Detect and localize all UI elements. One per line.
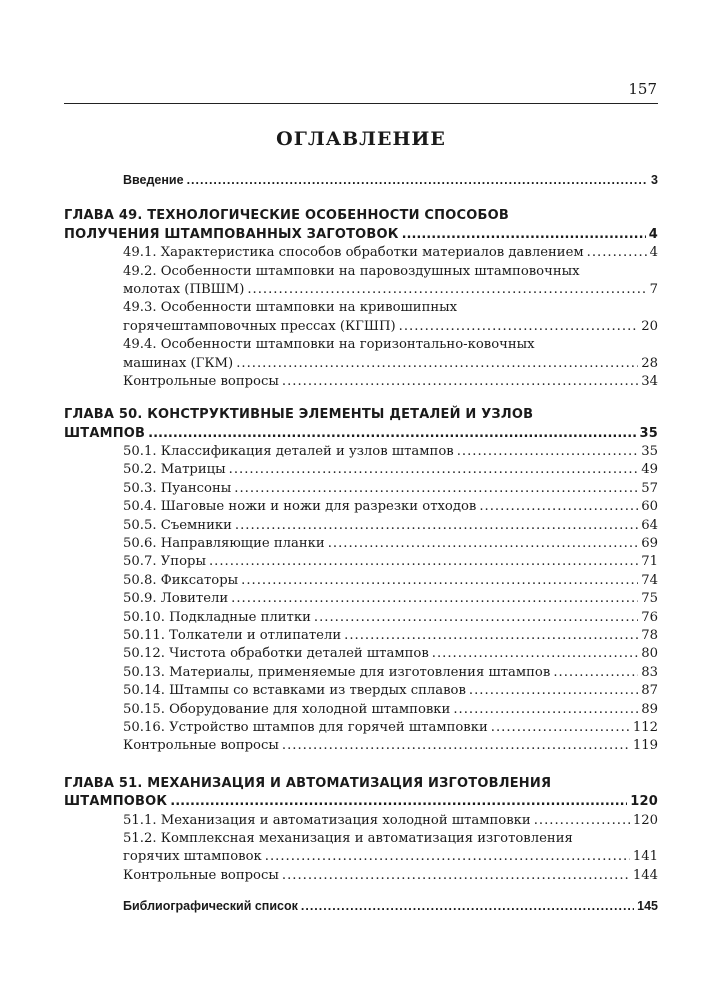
entry-label: молотах (ПВШМ) bbox=[123, 281, 245, 297]
chapter-label: ШТАМПОВ bbox=[64, 425, 146, 441]
chapter-heading-49[interactable]: ГЛАВА 49. ТЕХНОЛОГИЧЕСКИЕ ОСОБЕННОСТИ СПОСОБОВ bbox=[64, 208, 509, 224]
entry-page: 89 bbox=[641, 701, 658, 717]
dot-leader bbox=[241, 572, 638, 590]
entry-page: 64 bbox=[641, 517, 658, 533]
table-of-contents bbox=[64, 128, 658, 915]
entry-page: 83 bbox=[641, 664, 658, 680]
toc-entry-50-4[interactable] bbox=[64, 498, 658, 516]
toc-entry-50-5[interactable] bbox=[64, 517, 658, 535]
dot-leader bbox=[479, 498, 638, 516]
chapter-heading-50[interactable]: ГЛАВА 50. КОНСТРУКТИВНЫЕ ЭЛЕМЕНТЫ ДЕТАЛЕЙ И УЗЛОВ bbox=[64, 407, 534, 423]
entry-page: 75 bbox=[641, 591, 658, 607]
dot-leader bbox=[282, 867, 630, 885]
entry-page: 35 bbox=[641, 444, 658, 460]
entry-label: 50.6. Направляющие планки bbox=[123, 536, 325, 552]
entry-label: 50.4. Шаговые ножи и ножи для разрезки отходов bbox=[123, 499, 477, 515]
entry-label: 49.1. Характеристика способов обработки материалов давлением bbox=[123, 245, 584, 261]
dot-leader bbox=[187, 171, 648, 189]
toc-entry-49-4[interactable]: 49.4. Особенности штамповки на горизонтально-ковочных bbox=[123, 337, 535, 353]
entry-page: 144 bbox=[632, 867, 658, 883]
entry-page: 7 bbox=[649, 281, 658, 297]
toc-entry-50-10[interactable] bbox=[64, 609, 658, 627]
chapter-heading-50-cont[interactable] bbox=[64, 425, 658, 443]
entry-page: 4 bbox=[649, 245, 658, 261]
entry-label: 50.2. Матрицы bbox=[123, 462, 226, 478]
entry-label: 50.10. Подкладные плитки bbox=[123, 609, 311, 625]
toc-entry-49-2[interactable]: 49.2. Особенности штамповки на паровоздушных штамповочных bbox=[123, 263, 580, 279]
dot-leader bbox=[432, 645, 638, 663]
entry-label: горячих штамповок bbox=[123, 849, 262, 865]
dot-leader bbox=[231, 590, 638, 608]
toc-entry-50-6[interactable] bbox=[64, 535, 658, 553]
entry-label: горячештамповочных прессах (КГШП) bbox=[123, 318, 396, 334]
entry-label: 50.15. Оборудование для холодной штамповки bbox=[123, 701, 451, 717]
entry-label: 50.3. Пуансоны bbox=[123, 480, 232, 496]
toc-entry-51-2[interactable]: 51.2. Комплексная механизация и автоматизация изготовления bbox=[123, 830, 573, 846]
entry-page: 112 bbox=[632, 719, 658, 735]
toc-entry-50-8[interactable] bbox=[64, 572, 658, 590]
dot-leader bbox=[148, 425, 636, 443]
toc-entry-49-3[interactable]: 49.3. Особенности штамповки на кривошипных bbox=[123, 300, 458, 316]
dot-leader bbox=[553, 664, 638, 682]
dot-leader bbox=[209, 553, 638, 571]
chapter-page: 120 bbox=[630, 794, 658, 810]
dot-leader bbox=[265, 848, 630, 866]
dot-leader bbox=[170, 793, 627, 811]
toc-entry-51-1[interactable] bbox=[64, 812, 658, 830]
chapter-label: ПОЛУЧЕНИЯ ШТАМПОВАННЫХ ЗАГОТОВОК bbox=[64, 226, 399, 242]
toc-entry-50-14[interactable] bbox=[64, 682, 658, 700]
toc-entry-50-questions[interactable] bbox=[64, 737, 658, 755]
entry-label: Контрольные вопросы bbox=[123, 738, 279, 754]
entry-label: 50.12. Чистота обработки деталей штампов bbox=[123, 646, 429, 662]
entry-page: 141 bbox=[632, 849, 658, 865]
entry-label: 50.16. Устройство штампов для горячей штамповки bbox=[123, 719, 488, 735]
chapter-page: 35 bbox=[639, 425, 658, 441]
entry-label: 50.14. Штампы со вставками из твердых сплавов bbox=[123, 683, 466, 699]
dot-leader bbox=[587, 244, 647, 262]
chapter-page: 4 bbox=[648, 226, 658, 242]
entry-label: 50.5. Съемники bbox=[123, 517, 232, 533]
dot-leader bbox=[301, 897, 634, 915]
entry-label: 50.7. Упоры bbox=[123, 554, 206, 570]
entry-page: 71 bbox=[641, 554, 658, 570]
entry-page: 3 bbox=[651, 173, 658, 187]
dot-leader bbox=[236, 355, 638, 373]
entry-page: 34 bbox=[641, 373, 658, 389]
toc-entry-50-9[interactable] bbox=[64, 590, 658, 608]
toc-title: ОГЛАВЛЕНИЕ bbox=[276, 128, 446, 150]
dot-leader bbox=[229, 461, 639, 479]
dot-leader bbox=[534, 812, 630, 830]
toc-entry-50-11[interactable] bbox=[64, 627, 658, 645]
entry-label: 50.13. Материалы, применяемые для изготовления штампов bbox=[123, 664, 551, 680]
entry-label: 51.1. Механизация и автоматизация холодной штамповки bbox=[123, 812, 531, 828]
entry-page: 120 bbox=[632, 812, 658, 828]
toc-entry-50-1[interactable] bbox=[64, 443, 658, 461]
page-number: 157 bbox=[628, 80, 657, 98]
entry-label: 50.8. Фиксаторы bbox=[123, 572, 239, 588]
toc-entry-50-16[interactable] bbox=[64, 719, 658, 737]
dot-leader bbox=[234, 480, 638, 498]
entry-page: 20 bbox=[641, 318, 658, 334]
dot-leader bbox=[344, 627, 638, 645]
toc-entry-49-4-cont[interactable] bbox=[64, 355, 658, 373]
dot-leader bbox=[399, 318, 639, 336]
entry-label: машинах (ГКМ) bbox=[123, 355, 234, 371]
dot-leader bbox=[402, 226, 646, 244]
dot-leader bbox=[328, 535, 639, 553]
dot-leader bbox=[453, 701, 638, 719]
entry-page: 80 bbox=[641, 646, 658, 662]
header-rule bbox=[64, 103, 658, 104]
chapter-heading-51-cont[interactable] bbox=[64, 793, 658, 811]
entry-label: Библиографический список bbox=[123, 899, 298, 914]
toc-entry-intro[interactable] bbox=[64, 171, 658, 189]
toc-entry-50-13[interactable] bbox=[64, 664, 658, 682]
entry-page: 60 bbox=[641, 499, 658, 515]
entry-page: 74 bbox=[641, 572, 658, 588]
toc-entry-50-2[interactable] bbox=[64, 461, 658, 479]
toc-entry-50-3[interactable] bbox=[64, 480, 658, 498]
toc-entry-51-questions[interactable] bbox=[64, 867, 658, 885]
entry-label: 50.9. Ловители bbox=[123, 591, 229, 607]
dot-leader bbox=[469, 682, 638, 700]
toc-entry-49-questions[interactable] bbox=[64, 373, 658, 391]
entry-page: 49 bbox=[641, 462, 658, 478]
entry-page: 87 bbox=[641, 683, 658, 699]
toc-entry-49-1[interactable] bbox=[64, 244, 658, 262]
entry-label: Введение bbox=[123, 173, 184, 187]
toc-entry-49-3-cont[interactable] bbox=[64, 318, 658, 336]
chapter-heading-49-cont[interactable] bbox=[64, 226, 658, 244]
chapter-heading-51[interactable]: ГЛАВА 51. МЕХАНИЗАЦИЯ И АВТОМАТИЗАЦИЯ ИЗГОТОВЛЕНИЯ bbox=[64, 775, 552, 791]
toc-entry-50-12[interactable] bbox=[64, 645, 658, 663]
dot-leader bbox=[282, 373, 638, 391]
entry-label: Контрольные вопросы bbox=[123, 373, 279, 389]
chapter-label: ШТАМПОВОК bbox=[64, 794, 168, 810]
dot-leader bbox=[235, 517, 638, 535]
entry-page: 78 bbox=[641, 627, 658, 643]
entry-page: 76 bbox=[641, 609, 658, 625]
entry-label: 50.11. Толкатели и отлипатели bbox=[123, 627, 342, 643]
entry-label: Контрольные вопросы bbox=[123, 867, 279, 883]
dot-leader bbox=[247, 281, 646, 299]
toc-entry-51-2-cont[interactable] bbox=[64, 848, 658, 866]
entry-page: 145 bbox=[637, 899, 658, 914]
toc-entry-bibliography[interactable] bbox=[64, 897, 658, 915]
toc-entry-49-2-cont[interactable] bbox=[64, 281, 658, 299]
entry-page: 69 bbox=[641, 536, 658, 552]
dot-leader bbox=[457, 443, 639, 461]
entry-label: 50.1. Классификация деталей и узлов штампов bbox=[123, 444, 454, 460]
toc-entry-50-7[interactable] bbox=[64, 553, 658, 571]
dot-leader bbox=[491, 719, 630, 737]
entry-page: 28 bbox=[641, 355, 658, 371]
toc-entry-50-15[interactable] bbox=[64, 701, 658, 719]
dot-leader bbox=[314, 609, 638, 627]
entry-page: 57 bbox=[641, 480, 658, 496]
entry-page: 119 bbox=[632, 738, 658, 754]
dot-leader bbox=[282, 737, 630, 755]
